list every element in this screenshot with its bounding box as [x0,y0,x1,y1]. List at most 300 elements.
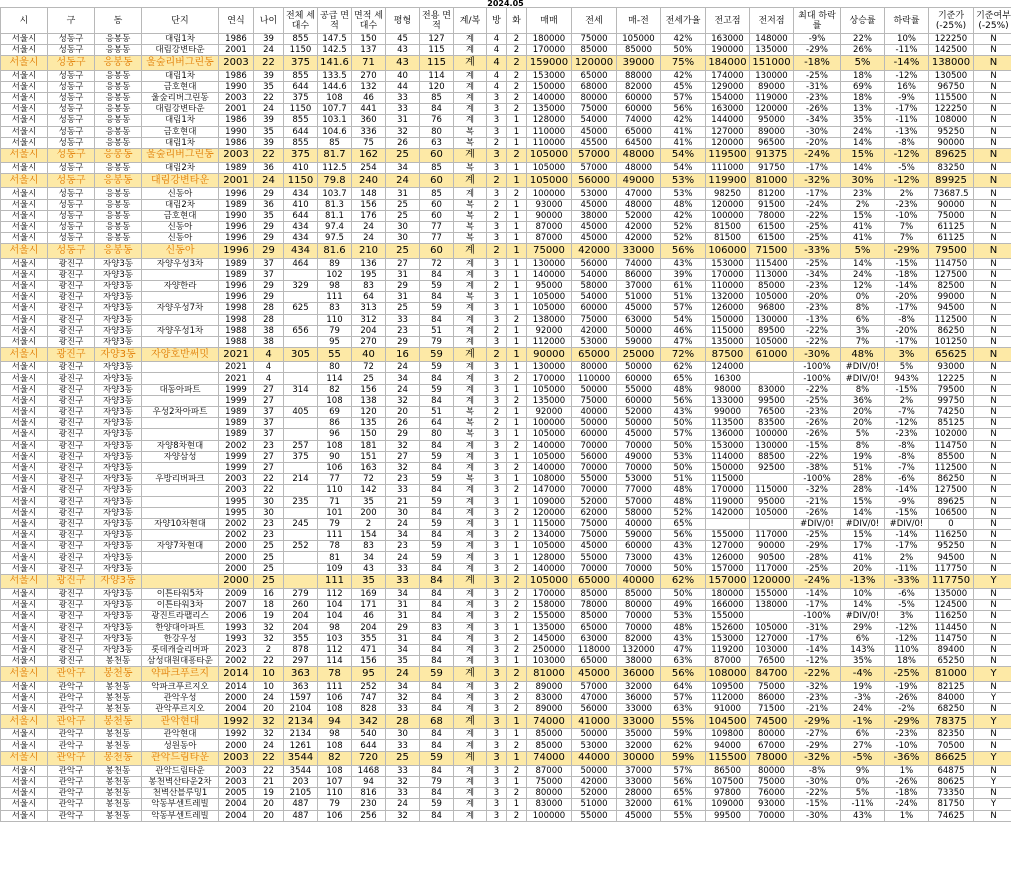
table-cell[interactable]: 서울시 [1,174,48,188]
table-cell[interactable]: 1468 [352,765,386,776]
table-cell[interactable]: -20% [794,137,841,148]
table-cell[interactable]: 34 [386,163,420,174]
table-cell[interactable] [142,429,219,440]
table-cell[interactable]: 30% [841,174,885,188]
table-cell[interactable]: N [974,174,1011,188]
table-cell[interactable]: 84 [420,729,454,740]
table-cell[interactable]: 28 [254,314,284,325]
table-cell[interactable]: 45% [661,81,706,92]
table-cell[interactable]: 84 [420,644,454,655]
table-cell[interactable]: 143% [841,644,885,655]
table-cell[interactable]: 성동구 [48,126,95,137]
table-cell[interactable]: 76500 [750,407,794,418]
table-cell[interactable]: 34 [386,373,420,384]
table-cell[interactable]: 광진구 [48,280,95,291]
table-cell[interactable]: 43 [352,563,386,574]
table-cell[interactable]: 23 [254,440,284,451]
table-cell[interactable]: 자양3동 [95,373,142,384]
table-cell[interactable]: 관악구 [48,810,95,821]
table-cell[interactable]: 3 [487,126,507,137]
table-cell[interactable]: 2021 [219,362,254,373]
table-cell[interactable]: 관악구 [48,765,95,776]
table-cell[interactable]: 2003 [219,485,254,496]
table-cell[interactable]: 363 [284,681,318,692]
table-cell[interactable]: N [974,373,1011,384]
column-header[interactable]: 시 [1,8,48,34]
table-cell[interactable]: 59 [420,751,454,765]
table-cell[interactable]: 45000 [572,541,617,552]
table-cell[interactable]: 계 [454,600,487,611]
table-cell[interactable]: 82350 [929,729,974,740]
table-cell[interactable]: 89000 [750,81,794,92]
table-cell[interactable]: 59 [420,552,454,563]
table-cell[interactable]: 82500 [929,280,974,291]
table-cell[interactable]: 86 [318,418,352,429]
table-cell[interactable]: 서울시 [1,407,48,418]
table-cell[interactable]: 109 [318,563,352,574]
table-cell[interactable]: 80 [318,362,352,373]
table-cell[interactable]: 78000 [750,751,794,765]
table-cell[interactable]: 계 [454,552,487,563]
table-cell[interactable]: N [974,589,1011,600]
table-cell[interactable]: 130000 [527,362,572,373]
table-cell[interactable]: 59% [661,751,706,765]
table-cell[interactable]: 64% [661,681,706,692]
table-cell[interactable]: 43% [661,258,706,269]
table-cell[interactable]: 117750 [929,563,974,574]
table-cell[interactable]: 서울시 [1,384,48,395]
table-cell[interactable]: -8% [794,765,841,776]
table-cell[interactable]: 1995 [219,507,254,518]
table-cell[interactable]: 1 [507,715,527,729]
table-cell[interactable]: 서울시 [1,799,48,810]
table-cell[interactable]: 52000 [572,788,617,799]
table-cell[interactable]: 134000 [527,530,572,541]
table-cell[interactable]: 120000 [572,56,617,70]
table-cell[interactable]: 10 [254,667,284,681]
table-cell[interactable]: 자양우성1차 [142,325,219,336]
table-cell[interactable]: 64500 [617,137,661,148]
table-cell[interactable]: 계 [454,303,487,314]
table-cell[interactable]: -100% [794,373,841,384]
table-cell[interactable]: 68000 [572,81,617,92]
table-cell[interactable]: 37 [254,429,284,440]
table-cell[interactable]: 3% [841,325,885,336]
table-cell[interactable]: 서울시 [1,765,48,776]
table-cell[interactable]: 80000 [617,600,661,611]
table-cell[interactable]: 관악구 [48,799,95,810]
table-cell[interactable]: 2001 [219,45,254,56]
table-cell[interactable]: 56000 [572,703,617,714]
table-cell[interactable]: -20% [885,325,929,336]
table-cell[interactable]: 153000 [527,70,572,81]
table-cell[interactable]: 115 [420,56,454,70]
table-cell[interactable]: 81750 [929,799,974,810]
table-cell[interactable]: 60 [420,199,454,210]
table-cell[interactable]: 89625 [929,496,974,507]
table-cell[interactable]: 70000 [750,810,794,821]
table-cell[interactable]: 49000 [617,174,661,188]
table-cell[interactable]: 55 [318,348,352,362]
table-cell[interactable]: N [974,552,1011,563]
table-cell[interactable]: 3 [487,507,507,518]
table-cell[interactable]: 140000 [527,462,572,473]
table-cell[interactable]: 113000 [750,269,794,280]
table-cell[interactable]: 자양3동 [95,518,142,529]
table-cell[interactable]: 7% [841,336,885,347]
table-cell[interactable]: 관악구 [48,729,95,740]
table-cell[interactable]: 51 [420,407,454,418]
table-cell[interactable]: 42% [661,70,706,81]
table-cell[interactable]: 1992 [219,715,254,729]
table-cell[interactable]: 20% [841,407,885,418]
table-cell[interactable]: 80000 [750,729,794,740]
table-cell[interactable]: 32 [386,462,420,473]
table-cell[interactable]: 153000 [706,440,750,451]
table-cell[interactable]: -13% [841,574,885,588]
table-cell[interactable]: -24% [794,148,841,162]
table-cell[interactable]: N [974,418,1011,429]
table-cell[interactable]: N [974,188,1011,199]
table-cell[interactable]: -25% [794,233,841,244]
table-cell[interactable]: 33000 [617,703,661,714]
table-cell[interactable]: 644 [284,126,318,137]
table-cell[interactable]: 116250 [929,611,974,622]
table-cell[interactable] [284,373,318,384]
table-cell[interactable]: -11% [885,115,929,126]
table-cell[interactable]: 2 [507,104,527,115]
table-cell[interactable]: 110 [318,788,352,799]
table-cell[interactable]: 1 [507,115,527,126]
table-cell[interactable]: -15% [885,384,929,395]
table-cell[interactable] [142,574,219,588]
table-cell[interactable]: 434 [284,233,318,244]
table-cell[interactable]: 42000 [572,325,617,336]
table-cell[interactable]: 2% [885,188,929,199]
table-cell[interactable]: 72 [352,362,386,373]
table-cell[interactable]: 78000 [572,600,617,611]
table-cell[interactable]: 170000 [527,373,572,384]
table-cell[interactable]: 32 [254,622,284,633]
table-cell[interactable]: 90 [318,451,352,462]
table-cell[interactable]: 124000 [706,362,750,373]
table-cell[interactable]: 계 [454,81,487,92]
table-cell[interactable]: 112 [318,644,352,655]
table-cell[interactable]: 관악구 [48,751,95,765]
table-cell[interactable]: 90000 [750,541,794,552]
table-cell[interactable]: 135000 [527,622,572,633]
table-cell[interactable]: 45000 [617,303,661,314]
table-cell[interactable]: 79 [420,777,454,788]
table-cell[interactable]: 297 [284,656,318,667]
table-cell[interactable]: 응봉동 [95,70,142,81]
table-cell[interactable]: 363 [284,667,318,681]
table-cell[interactable]: -8% [885,440,929,451]
table-cell[interactable]: 49000 [617,451,661,462]
table-cell[interactable]: 828 [352,703,386,714]
table-cell[interactable]: 70000 [617,440,661,451]
table-cell[interactable]: N [974,210,1011,221]
table-cell[interactable]: 1989 [219,407,254,418]
table-cell[interactable]: 2 [507,765,527,776]
table-cell[interactable]: 계 [454,45,487,56]
table-cell[interactable]: 93000 [527,199,572,210]
table-cell[interactable]: 3 [487,462,507,473]
table-cell[interactable]: 계 [454,348,487,362]
table-cell[interactable] [142,362,219,373]
table-cell[interactable]: 자양3동 [95,303,142,314]
table-cell[interactable]: 30 [254,496,284,507]
table-cell[interactable]: 서울시 [1,429,48,440]
table-cell[interactable]: -15% [794,799,841,810]
table-cell[interactable]: 540 [352,729,386,740]
table-cell[interactable]: 1 [507,552,527,563]
table-cell[interactable]: 34 [352,552,386,563]
table-cell[interactable]: 31 [386,292,420,303]
table-cell[interactable]: 6% [841,729,885,740]
table-cell[interactable]: 53% [661,188,706,199]
table-cell[interactable]: 150000 [706,314,750,325]
table-cell[interactable]: 2000 [219,692,254,703]
table-cell[interactable]: 133000 [706,395,750,406]
table-cell[interactable]: 자양호반써밋 [142,348,219,362]
table-cell[interactable]: 계 [454,644,487,655]
column-header[interactable]: 상승률 [841,8,885,34]
table-cell[interactable]: 54000 [572,269,617,280]
table-cell[interactable]: 95 [318,336,352,347]
table-cell[interactable]: 1 [507,656,527,667]
table-cell[interactable]: 108000 [527,474,572,485]
table-cell[interactable]: 성동구 [48,104,95,115]
table-cell[interactable]: 19 [254,788,284,799]
table-cell[interactable]: 70000 [617,611,661,622]
table-cell[interactable]: 1998 [219,303,254,314]
table-cell[interactable]: 150 [352,429,386,440]
table-cell[interactable]: 응봉동 [95,222,142,233]
table-cell[interactable]: N [974,810,1011,821]
table-cell[interactable]: 84 [420,395,454,406]
table-cell[interactable]: 70000 [572,440,617,451]
table-cell[interactable]: N [974,258,1011,269]
table-cell[interactable]: 자양3동 [95,541,142,552]
table-cell[interactable]: 70000 [617,462,661,473]
table-cell[interactable]: 2 [507,692,527,703]
table-cell[interactable]: 계 [454,681,487,692]
table-cell[interactable]: 83 [352,280,386,291]
table-cell[interactable]: 65250 [929,656,974,667]
table-cell[interactable]: -5% [885,163,929,174]
table-cell[interactable]: 서울시 [1,115,48,126]
table-cell[interactable]: 108000 [706,667,750,681]
table-cell[interactable]: 55% [661,715,706,729]
table-cell[interactable]: 59 [420,474,454,485]
table-cell[interactable]: 79.8 [318,174,352,188]
table-cell[interactable]: 53000 [617,474,661,485]
table-cell[interactable]: -22% [794,210,841,221]
table-cell[interactable]: 24 [386,667,420,681]
table-cell[interactable]: 78000 [750,210,794,221]
table-cell[interactable]: 40 [386,70,420,81]
table-cell[interactable] [142,336,219,347]
table-cell[interactable]: 대림강변타운 [142,174,219,188]
table-cell[interactable]: 6% [841,314,885,325]
table-cell[interactable]: 39 [254,34,284,45]
table-cell[interactable]: 1 [507,174,527,188]
table-cell[interactable]: 74000 [527,715,572,729]
table-cell[interactable]: -17% [794,633,841,644]
table-cell[interactable]: 계 [454,703,487,714]
table-cell[interactable]: 105000 [750,622,794,633]
table-cell[interactable]: 79 [420,336,454,347]
table-cell[interactable]: 3 [487,303,507,314]
table-cell[interactable] [284,314,318,325]
table-cell[interactable]: 16 [254,589,284,600]
table-cell[interactable]: 89000 [527,681,572,692]
table-cell[interactable]: -23% [794,280,841,291]
table-cell[interactable]: 30 [386,222,420,233]
table-cell[interactable]: 53000 [572,740,617,751]
table-cell[interactable]: 62% [661,740,706,751]
table-cell[interactable]: 82000 [617,81,661,92]
table-cell[interactable]: 110000 [527,137,572,148]
table-cell[interactable]: 29% [841,622,885,633]
table-cell[interactable]: 135 [352,418,386,429]
table-cell[interactable] [142,395,219,406]
column-header[interactable]: 화 [507,8,527,34]
table-cell[interactable]: 서울시 [1,507,48,518]
table-cell[interactable]: 3 [487,518,507,529]
table-cell[interactable]: 76000 [750,788,794,799]
table-cell[interactable]: 85 [420,188,454,199]
table-cell[interactable]: N [974,384,1011,395]
table-cell[interactable]: 71500 [750,244,794,258]
table-cell[interactable]: 37 [254,258,284,269]
table-cell[interactable]: 47000 [617,188,661,199]
table-cell[interactable]: 50% [661,45,706,56]
table-cell[interactable]: 83000 [527,692,572,703]
table-cell[interactable]: 250000 [527,644,572,655]
table-cell[interactable]: 39 [254,70,284,81]
table-cell[interactable]: 154000 [706,92,750,103]
table-cell[interactable]: 서울시 [1,210,48,221]
table-cell[interactable]: 54000 [572,292,617,303]
table-cell[interactable]: 152600 [706,622,750,633]
table-cell[interactable]: 115000 [706,325,750,336]
table-cell[interactable]: 울숲리버그린동 [142,92,219,103]
table-cell[interactable]: -6% [885,589,929,600]
table-cell[interactable]: 81.7 [318,148,352,162]
table-cell[interactable]: 2003 [219,474,254,485]
table-cell[interactable]: 3 [487,644,507,655]
table-cell[interactable]: 75000 [527,244,572,258]
table-cell[interactable]: #DIV/0! [885,518,929,529]
table-cell[interactable]: 89000 [750,126,794,137]
table-cell[interactable]: 광진구 [48,395,95,406]
table-cell[interactable]: 2023 [219,644,254,655]
table-cell[interactable]: 57% [661,92,706,103]
table-cell[interactable]: 148 [352,188,386,199]
table-cell[interactable]: 33000 [617,244,661,258]
table-cell[interactable]: 27 [254,395,284,406]
table-cell[interactable]: 34 [386,589,420,600]
table-cell[interactable]: -30% [794,810,841,821]
table-cell[interactable]: 2021 [219,348,254,362]
table-cell[interactable]: 5% [841,56,885,70]
table-cell[interactable]: 80 [420,126,454,137]
table-cell[interactable]: 4 [487,56,507,70]
table-cell[interactable]: 117750 [929,574,974,588]
table-cell[interactable]: 응봉동 [95,233,142,244]
table-cell[interactable]: -14% [885,56,929,70]
table-cell[interactable]: 19% [841,451,885,462]
table-cell[interactable]: -23% [794,303,841,314]
table-cell[interactable]: 1999 [219,451,254,462]
table-cell[interactable]: 61125 [929,222,974,233]
table-cell[interactable]: 68250 [929,703,974,714]
table-cell[interactable]: 응봉동 [95,199,142,210]
table-cell[interactable]: 42000 [617,222,661,233]
table-cell[interactable]: 20 [254,810,284,821]
table-cell[interactable]: 1989 [219,163,254,174]
table-cell[interactable]: 106 [318,462,352,473]
table-cell[interactable]: 2 [507,188,527,199]
table-cell[interactable]: 70500 [929,740,974,751]
table-cell[interactable]: 57000 [572,681,617,692]
table-cell[interactable]: -100% [794,362,841,373]
table-cell[interactable]: 84 [420,574,454,588]
table-cell[interactable]: 84 [420,740,454,751]
table-cell[interactable]: 52% [661,222,706,233]
table-cell[interactable]: 816 [352,788,386,799]
table-cell[interactable]: 1 [507,303,527,314]
table-cell[interactable]: -18% [794,56,841,70]
table-cell[interactable]: -32% [794,485,841,496]
table-cell[interactable]: 43% [841,810,885,821]
table-cell[interactable]: 서울시 [1,530,48,541]
table-cell[interactable]: 관악우성 [142,692,219,703]
table-cell[interactable]: 33 [386,485,420,496]
column-header[interactable]: 하락률 [885,8,929,34]
table-cell[interactable]: 27 [386,451,420,462]
table-cell[interactable]: 1 [507,210,527,221]
table-cell[interactable]: -22% [794,384,841,395]
table-cell[interactable]: 75000 [572,314,617,325]
table-cell[interactable]: 46% [661,325,706,336]
table-cell[interactable]: 260 [284,600,318,611]
table-cell[interactable]: 2 [507,563,527,574]
table-cell[interactable]: -18% [885,269,929,280]
table-cell[interactable]: 69% [841,81,885,92]
table-cell[interactable]: 93000 [750,799,794,810]
table-cell[interactable]: 43 [386,45,420,56]
table-cell[interactable]: 43% [661,633,706,644]
column-header[interactable]: 단지 [142,8,219,34]
table-cell[interactable]: 36000 [617,692,661,703]
table-cell[interactable]: -31% [794,81,841,92]
table-cell[interactable]: 48% [661,496,706,507]
table-cell[interactable]: 1 [507,474,527,485]
table-cell[interactable]: 60 [420,148,454,162]
table-cell[interactable]: 25 [254,563,284,574]
table-cell[interactable]: 3 [487,395,507,406]
table-cell[interactable]: 95000 [750,115,794,126]
table-cell[interactable]: -15% [885,507,929,518]
table-cell[interactable]: 75000 [929,210,974,221]
table-cell[interactable]: 자양삼성 [142,451,219,462]
table-cell[interactable]: 15% [841,496,885,507]
table-cell[interactable]: 85500 [929,451,974,462]
table-cell[interactable]: 계 [454,148,487,162]
